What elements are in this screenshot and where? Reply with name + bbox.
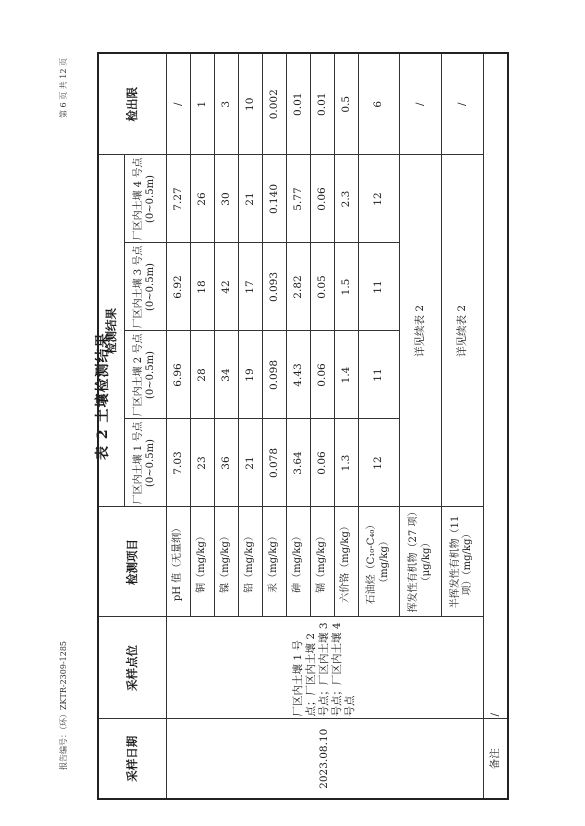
row-value: 18 [190,243,214,331]
row-value: 12 [358,155,400,243]
header-point-3: 厂区内土壤 3 号点(0~0.5m) [125,243,167,331]
report-number: 报告编号：（环）ZKTR-2309-1285 [59,640,68,770]
row-value: 1.3 [334,419,358,507]
row-limit: 3 [214,53,238,155]
row-value: 19 [238,331,262,419]
row-limit: 10 [238,53,262,155]
row-value: 21 [238,419,262,507]
row-value: 12 [358,419,400,507]
row-value: 0.140 [262,155,286,243]
row-value: 0.06 [310,331,334,419]
sampling-date: 2023.08.10 [166,719,483,799]
row-value: 11 [358,331,400,419]
voc-limit: / [400,53,442,155]
row-value: 7.03 [166,419,190,507]
row-value: 23 [190,419,214,507]
row-value: 28 [190,331,214,419]
row-limit: 0.5 [334,53,358,155]
row-value: 36 [214,419,238,507]
row-value: 2.82 [286,243,310,331]
row-value: 0.093 [262,243,286,331]
row-value: 2.3 [334,155,358,243]
row-value: 0.06 [310,419,334,507]
remark-label: 备注 [483,719,508,799]
table-title: 表 2 土壤检测结果 [95,332,111,460]
header-row-1 [98,53,125,799]
header-date: 采样日期 [98,719,166,799]
soil-results-table-container [97,54,509,800]
remark-row [483,53,508,799]
row-value: 6.96 [166,331,190,419]
row-value: 11 [358,243,400,331]
row-item: 镉（mg/kg） [310,507,334,617]
header-item: 检测项目 [98,507,166,617]
row-value: 0.078 [262,419,286,507]
row-item: 石油烃（C₁₀-C₄₀）（mg/kg） [358,507,400,617]
row-value: 0.05 [310,243,334,331]
row-value: 1.5 [334,243,358,331]
row-value: 34 [214,331,238,419]
row-item: 六价铬（mg/kg） [334,507,358,617]
voc-item: 挥发性有机物（27 项）（μg/kg） [400,507,442,617]
header-point-4: 厂区内土壤 4 号点(0~0.5m) [125,155,167,243]
row-value: 4.43 [286,331,310,419]
row-item: 铅（mg/kg） [238,507,262,617]
row-value: 17 [238,243,262,331]
header-point-2: 厂区内土壤 2 号点(0~0.5m) [125,331,167,419]
row-limit: 0.002 [262,53,286,155]
row-item: 铜（mg/kg） [190,507,214,617]
row-item: 砷（mg/kg） [286,507,310,617]
header-results: 检测结果 [98,155,125,507]
row-value: 3.64 [286,419,310,507]
svoc-item: 半挥发性有机物（11 项）（mg/kg） [441,507,483,617]
row-value: 5.77 [286,155,310,243]
row-value: 0.098 [262,331,286,419]
row-limit: 0.01 [310,53,334,155]
header-point-1: 厂区内土壤 1 号点(0~0.5m) [125,419,167,507]
sampling-location: 厂区内土壤 1 号点；厂区内土壤 2 号点；厂区内土壤 3 号点；厂区内土壤 4 号点 [166,617,483,719]
row-item: 汞（mg/kg） [262,507,286,617]
row-value: 0.06 [310,155,334,243]
page-number: 第 6 页 共 12 页 [59,58,68,118]
voc-value: 详见续表 2 [400,155,442,507]
row-limit: 1 [190,53,214,155]
row-limit: 0.01 [286,53,310,155]
row-limit: 6 [358,53,400,155]
header-location: 采样点位 [98,617,166,719]
row-value: 21 [238,155,262,243]
header-limit: 检出限 [98,53,166,155]
svoc-limit: / [441,53,483,155]
row-value: 7.27 [166,155,190,243]
row-limit: / [166,53,190,155]
row-item: 镍（mg/kg） [214,507,238,617]
row-value: 1.4 [334,331,358,419]
row-value: 42 [214,243,238,331]
row-item: pH 值（无量纲） [166,507,190,617]
row-value: 6.92 [166,243,190,331]
table-row [166,53,190,799]
soil-results-table [97,52,509,800]
row-value: 26 [190,155,214,243]
row-value: 30 [214,155,238,243]
svoc-value: 详见续表 2 [441,155,483,507]
remark-value: / [483,53,508,719]
